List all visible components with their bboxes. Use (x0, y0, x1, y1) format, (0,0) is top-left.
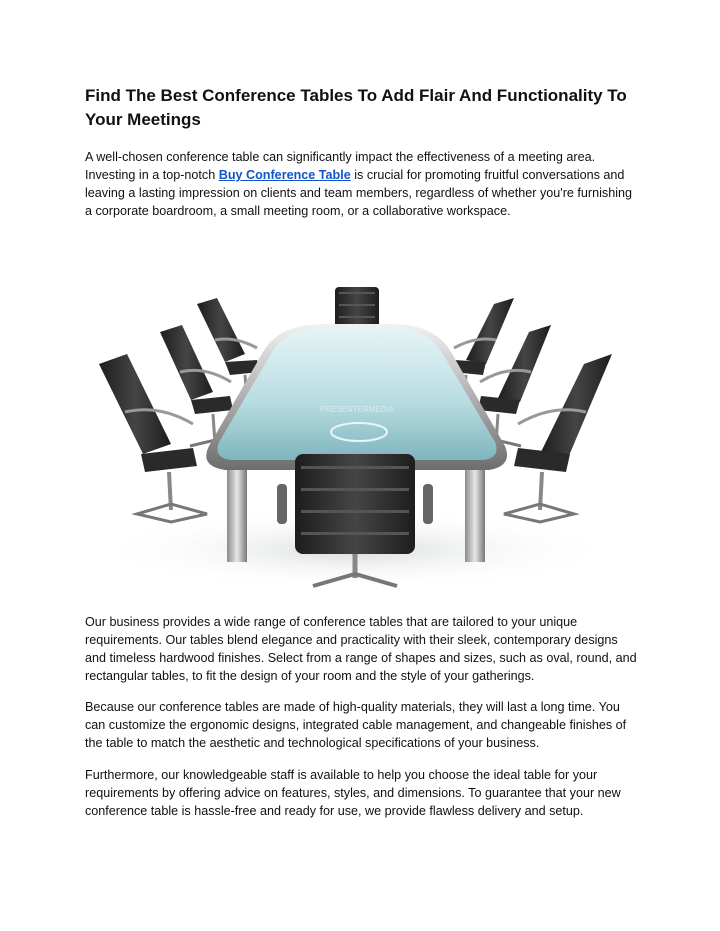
buy-conference-table-link[interactable]: Buy Conference Table (218, 168, 351, 182)
table-leg-right-front (465, 466, 485, 562)
intro-paragraph (85, 148, 640, 220)
table-leg-left-front (227, 466, 247, 562)
paragraph-quality: Because our conference tables are made of high-quality materials, they will last a long time. You can customize the ergonomic designs, integrated cable management, and changeable finishes of the table to match the aesthetic and technological specifications of your business. (85, 700, 627, 750)
intro-text-before: A well-chosen conference table can significantly impact the effectiveness of a meeting area. Investing in a top-notch (85, 150, 596, 182)
paragraph-range: Our business provides a wide range of conference tables that are tailored to your unique requirements. Our tables blend elegance and practicality with their sleek, contemporary designs and timeless hardwood finishes. Select from a range of shapes and sizes, such as oval, round, and rectangular tables, to fit the design of your room and the style of your gatherings. (85, 615, 637, 683)
article-title: Find The Best Conference Tables To Add Flair And Functionality To Your Meetings (85, 86, 627, 129)
paragraph-staff: Furthermore, our knowledgeable staff is available to help you choose the ideal table for your requirements by offering advice on features, styles, and dimensions. To guarantee that your new conference table is hassle-free and ready for use, we provide flawless delivery and setup. (85, 768, 621, 818)
intro-text-after: is crucial for promoting fruitful conversations and leaving a lasting impression on clients and team members, regardless of whether you're furnishing a corporate boardroom, a small meeting room, or a collaborative workspace. (85, 168, 633, 218)
image-watermark: PRESENTERMEDIA (319, 405, 395, 414)
conference-table-image (85, 232, 626, 592)
